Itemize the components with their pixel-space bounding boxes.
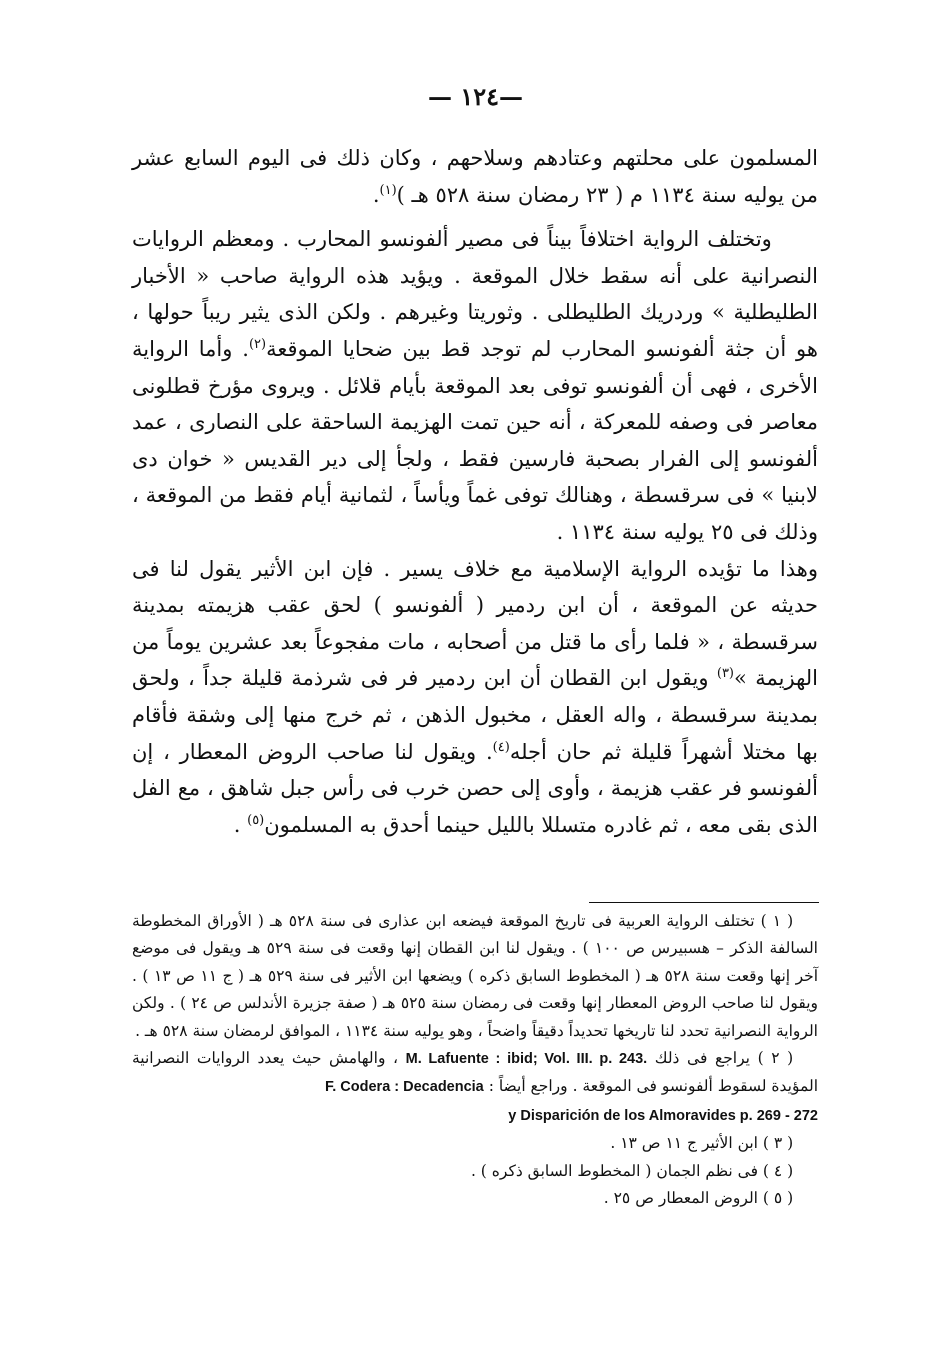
paragraph-text: المسلمون على محلتهم وعتادهم وسلاحهم ، وكان ذلك فى اليوم السابع عشر من يوليه سنة ١١٣٤ م ( ٢٣ رمضان سنة ٥٢٨ هـ ) — [132, 146, 818, 207]
main-text — [132, 140, 818, 843]
paragraph-text: . ويقول لنا صاحب الروض المعطار ، إن ألفونسو فر عقب هزيمة ، وأوى إلى حصن خرب فى رأس جبل شاهق ، مع الفل الذى بقى معه ، ثم غادره متسللا بالليل حينما أحدق به المسلمون — [132, 739, 818, 837]
footnote-3: ( ٣ ) ابن الأثير ج ١١ ص ١٣ . — [610, 1134, 794, 1153]
footnote-2-latin-citation: M. Lafuente : ibid; Vol. III. p. 243. — [405, 1051, 648, 1068]
sentence-end: . — [372, 182, 380, 207]
paragraph-1 — [132, 140, 818, 213]
paragraph-3: وهذا ما تؤيده الرواية الإسلامية مع خلاف يسير . فإن ابن الأثير يقول لنا فى حديثه عن الموقعة ، أن ابن ردمير ( ألفونسو ) لحق عقب هزيمته بمدينة سرقسطة ، « فلما رأى ما قتل من أصحابه ، مات مفجوعاً بعد عشرين يوماً من الهزيمة »$^{(٣)}$ ويقول ابن القطان أن ابن ردمير فر فى شرذمة قليلة جداً ، ولحق بمدينة سرقسطة ، واله العقل ، مخبول الذهن ، ثم خرج منها إلى وشقة فأقام بها مختلا أشهراً قليلة ثم حان أجله$^{(٤)}$. ويقول لنا صاحب الروض المعطار ، إن ألفونسو فر عقب هزيمة ، وأوى إلى حصن خرب فى رأس جبل شاهق ، مع الفل الذى بقى معه ، ثم غادره متسللا بالليل حينما أحدق به المسلمون$^{(٥)}$ . — [132, 556, 818, 837]
paragraph-2 — [132, 221, 818, 550]
footnote-ref-2: (٢) — [248, 336, 267, 352]
paragraph-text: . وأما الرواية الأخرى ، فهى أن ألفونسو توفى بعد الموقعة بأيام قلائل . ويروى مؤرخ قطلونى معاصر فى وصفه للمعركة ، أنه حين تمت الهزيمة الساحقة على النصارى ، عمد ألفونسو إلى الفرار بصحبة فارسين فقط ، ولجأ إلى دير القديس « خوان دى لابنيا » فى سرقسطة ، وهنالك توفى غماً ويأساً ، لثمانية أيام فقط من الموقعة ، وذلك فى ٢٥ يوليه سنة ١١٣٤ . — [132, 336, 818, 544]
page-number: —١٢٤ — — [427, 82, 524, 111]
footnote-2-continuation — [132, 1102, 818, 1130]
footnote-2-text: ، والهامش حيث يعدد الروايات النصرانية المؤيدة لسقوط ألفونسو فى الموقعة . وراجع أيضاً : — [132, 1049, 818, 1096]
footnote-ref-5: (٥) — [247, 812, 265, 828]
footnote-4: ( ٤ ) فى نظم الجمان ( المخطوط السابق ذكره ) . — [470, 1161, 794, 1180]
paragraph-text: وهذا ما تؤيده الرواية الإسلامية مع خلاف يسير . فإن ابن الأثير يقول لنا فى حديثه عن الموقعة ، أن ابن ردمير ( ألفونسو ) لحق عقب هزيمته بمدينة سرقسطة ، « فلما رأى ما قتل من أصحابه ، مات مفجوعاً بعد عشرين يوماً من الهزيمة » — [132, 556, 818, 691]
paragraph-text: وتختلف الرواية اختلافاً بيناً فى مصير ألفونسو المحارب . ومعظم الروايات النصرانية على أنه سقط خلال الموقعة . ويؤيد هذه الرواية صاحب « الأخبار الطليطلية » وردريك الطليطلى . وثوريتا وغيرهم . ولكن الذى يثير ريباً حولها ، هو أن جثة ألفونسو المحارب لم توجد قط بين ضحايا الموقعة — [132, 227, 818, 361]
footnote-2-latin-citation: F. Codera : Decadencia — [325, 1079, 484, 1096]
paragraph-text: ويقول ابن القطان أن ابن ردمير فر فى شرذمة قليلة جداً ، ولحق بمدينة سرقسطة ، واله العقل ، مخبول الذهن ، ثم خرج منها إلى وشقة فأقام بها مختلا أشهراً قليلة ثم حان أجله — [132, 666, 818, 764]
footnote-2 — [132, 1045, 818, 1102]
footnote-ref-1: (١) — [379, 182, 397, 198]
footnotes — [132, 908, 818, 1212]
footnote-divider — [589, 902, 819, 903]
footnote-2-text: ( ٢ ) يراجع فى ذلك — [654, 1049, 794, 1068]
footnote-1: ( ١ ) تختلف الرواية العربية فى تاريخ الموقعة فيضعه ابن عذارى فى سنة ٥٢٨ هـ ( الأوراق المخطوطة السالفة الذكر – هسبيرس ص ١٠٠ ) . ويقول لنا ابن القطان إنها وقعت فى سنة ٥٢٩ هـ ويقول فى موضع آخر إنها وقعت سنة ٥٢٨ هـ ( المخطوط السابق ذكره ) ويضعها ابن الأثير فى سنة ٥٢٩ هـ ( ج ١١ ص ١٣ ) . ويقول لنا صاحب الروض المعطار إنها وقعت فى رمضان سنة ٥٢٥ هـ ( صفة جزيرة الأندلس ص ٢٤ ) . ولكن الرواية النصرانية تحدد لنا تاريخها تحديداً دقيقاً واضحاً ، وهو يوليه سنة ١١٣٤ ، الموافق لرمضان سنة ٥٢٨ هـ . — [132, 912, 819, 1040]
footnote-ref-3: (٣) — [716, 666, 734, 682]
footnote-ref-4: (٤) — [492, 739, 510, 755]
footnote-2-latin-citation: y Disparición de los Almoravides p. 269 - 272 — [508, 1107, 818, 1124]
footnote-5: ( ٥ ) الروض المعطار ص ٢٥ . — [603, 1189, 794, 1208]
